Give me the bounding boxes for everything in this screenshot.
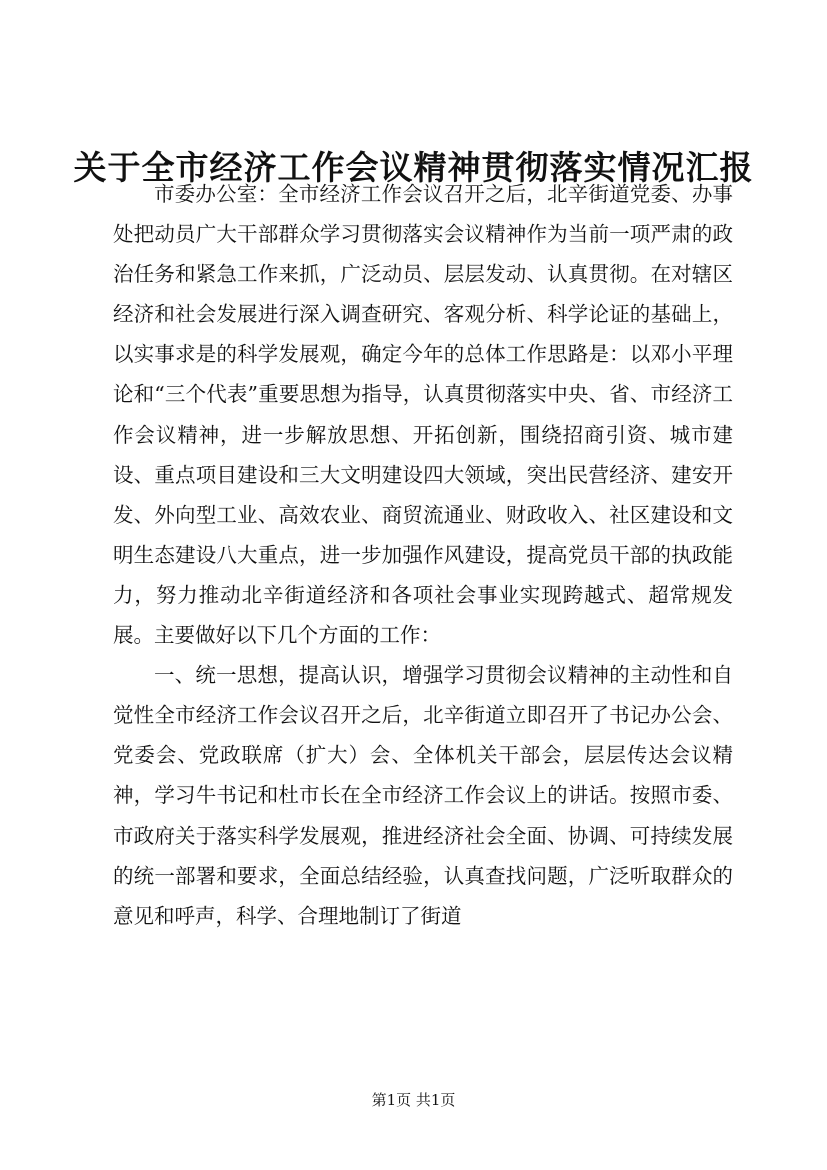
paragraph-intro: 市委办公室：全市经济工作会议召开之后，北辛街道党委、办事处把动员广大干部群众学习贯彻落实会议精神作为当前一项严肃的政治任务和紧急工作来抓，广泛动员、层层发动、认真贯彻。在对辖区经济和社会发展进行深入调查研究、客观分析、科学论证的基础上，以实事求是的科学发展观，确定今年的总体工作思路是：以邓小平理论和“三个代表”重要思想为指导，认真贯彻落实中央、省、市经济工作会议精神，进一步解放思想、开拓创新，围绕招商引资、城市建设、重点项目建设和三大文明建设四大领域，突出民营经济、建安开发、外向型工业、高效农业、商贸流通业、财政收入、社区建设和文明生态建设八大重点，进一步加强作风建设，提高党员干部的执政能力，努力推动北辛街道经济和各项社会事业实现跨越式、超常规发展。主要做好以下几个方面的工作： <box>113 182 733 648</box>
document-title: 关于全市经济工作会议精神贯彻落实情况汇报 <box>73 148 754 187</box>
paragraph-section-one: 一、统一思想，提高认识，增强学习贯彻会议精神的主动性和自觉性全市经济工作会议召开之后，北辛街道立即召开了书记办公会、党委会、党政联席（扩大）会、全体机关干部会，层层传达会议精神，学习牛书记和杜市长在全市经济工作会议上的讲话。按照市委、市政府关于落实科学发展观，推进经济社会全面、协调、可持续发展的统一部署和要求，全面总结经验，认真查找问题，广泛听取群众的意见和呼声，科学、合理地制订了街道 <box>113 663 733 928</box>
page-footer: 第1页 共1页 <box>371 1091 456 1109</box>
document-body <box>113 174 733 936</box>
